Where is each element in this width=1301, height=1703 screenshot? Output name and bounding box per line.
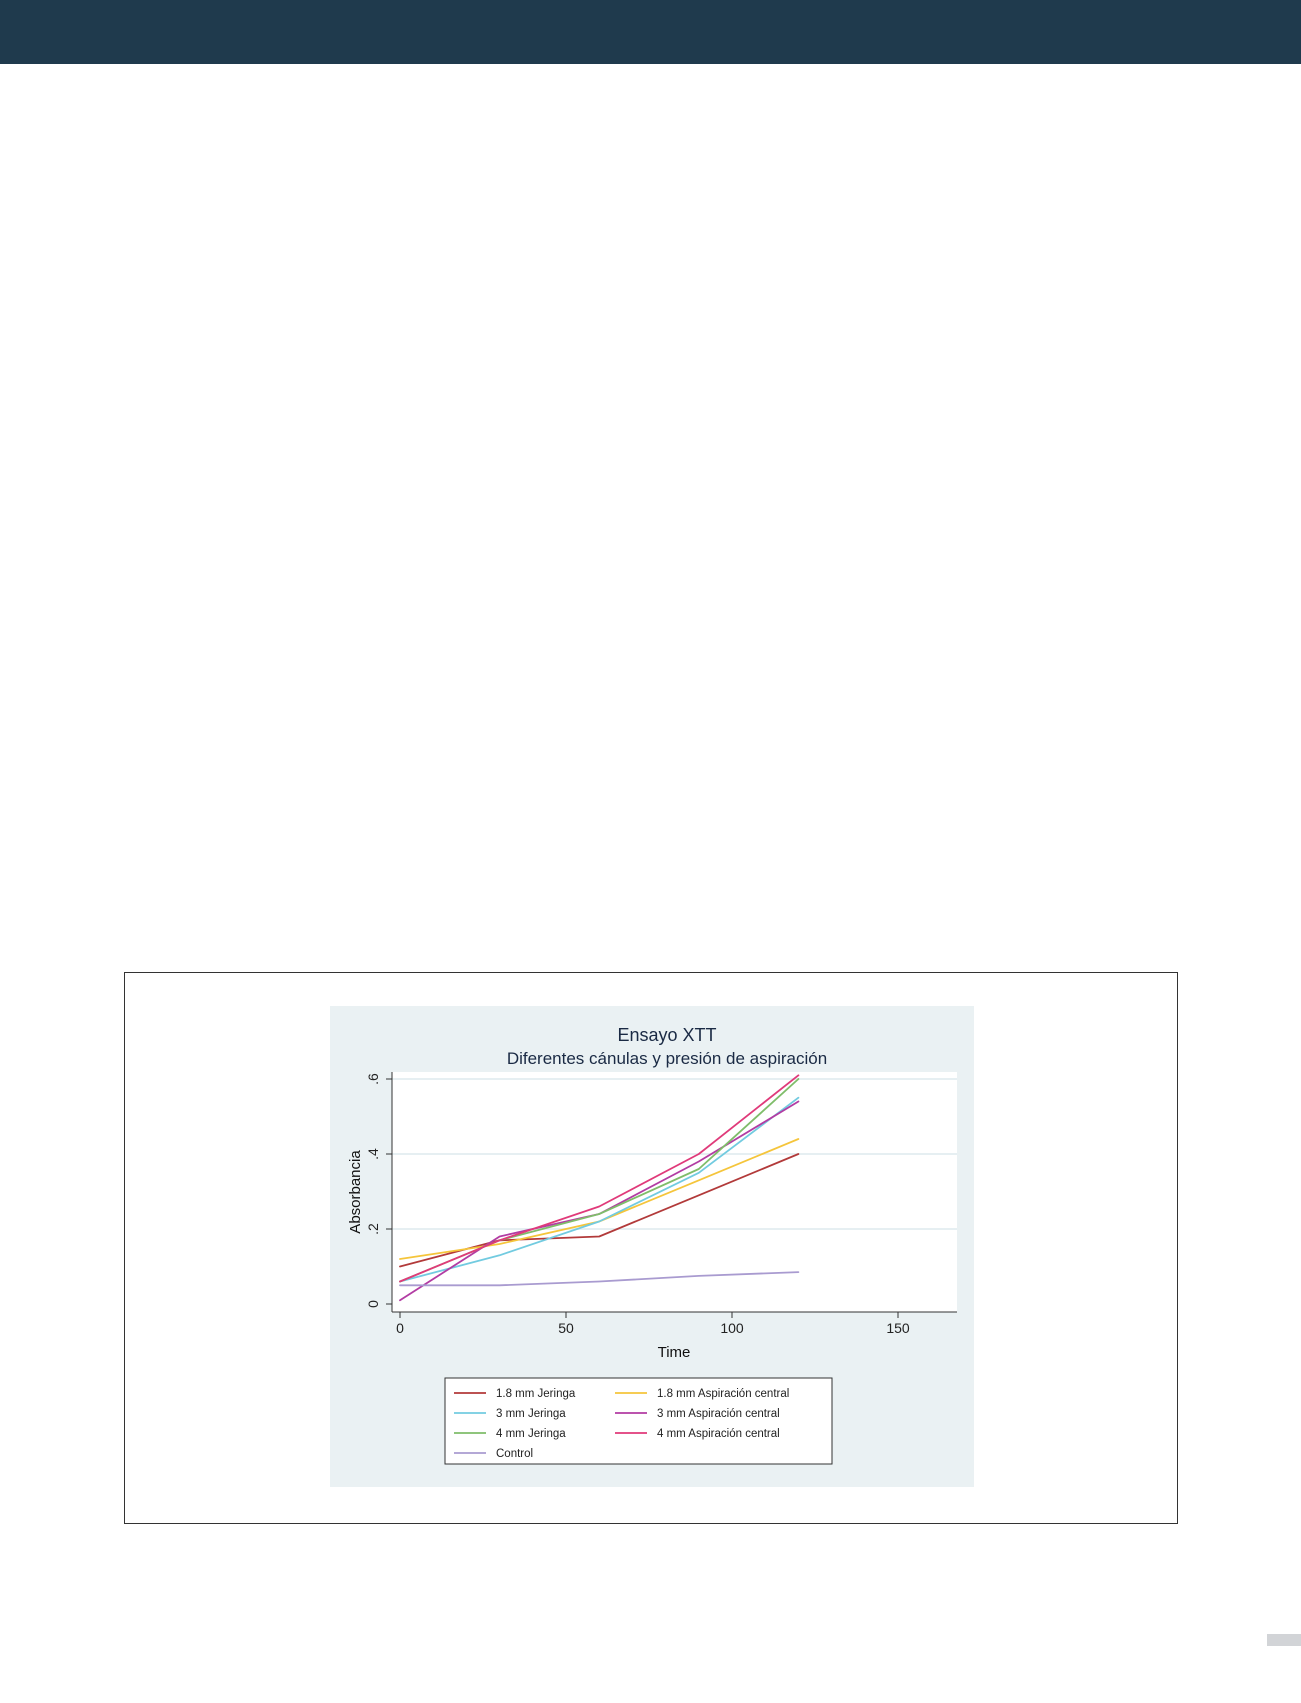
x-tick-label: 0 (396, 1320, 404, 1336)
y-tick-label: .2 (365, 1223, 381, 1235)
legend-label: 3 mm Jeringa (496, 1408, 566, 1420)
legend-label: 1.8 mm Jeringa (496, 1388, 576, 1400)
legend-label: 4 mm Jeringa (496, 1428, 566, 1440)
page-tab (1267, 1634, 1301, 1646)
y-axis-title: Absorbancia (347, 1150, 364, 1234)
x-axis-title: Time (657, 1344, 691, 1361)
top-banner (0, 0, 1301, 64)
chart-subtitle: Diferentes cánulas y presión de aspiración (506, 1049, 828, 1068)
x-tick-label: 150 (886, 1320, 910, 1336)
legend-label: 1.8 mm Aspiración central (657, 1388, 790, 1400)
chart-title: Ensayo XTT (617, 1025, 717, 1045)
y-tick-label: .6 (365, 1073, 381, 1085)
x-tick-label: 100 (720, 1320, 744, 1336)
legend-label: Control (496, 1448, 534, 1460)
plot-area (392, 1072, 957, 1312)
figure-frame (124, 972, 1178, 1524)
legend-label: 3 mm Aspiración central (657, 1408, 780, 1420)
y-tick-label: .4 (365, 1148, 381, 1160)
legend-label: 4 mm Aspiración central (657, 1428, 780, 1440)
chart-panel (330, 1006, 974, 1487)
y-tick-label: 0 (365, 1300, 381, 1308)
x-tick-label: 50 (558, 1320, 574, 1336)
line-chart (330, 1006, 974, 1487)
